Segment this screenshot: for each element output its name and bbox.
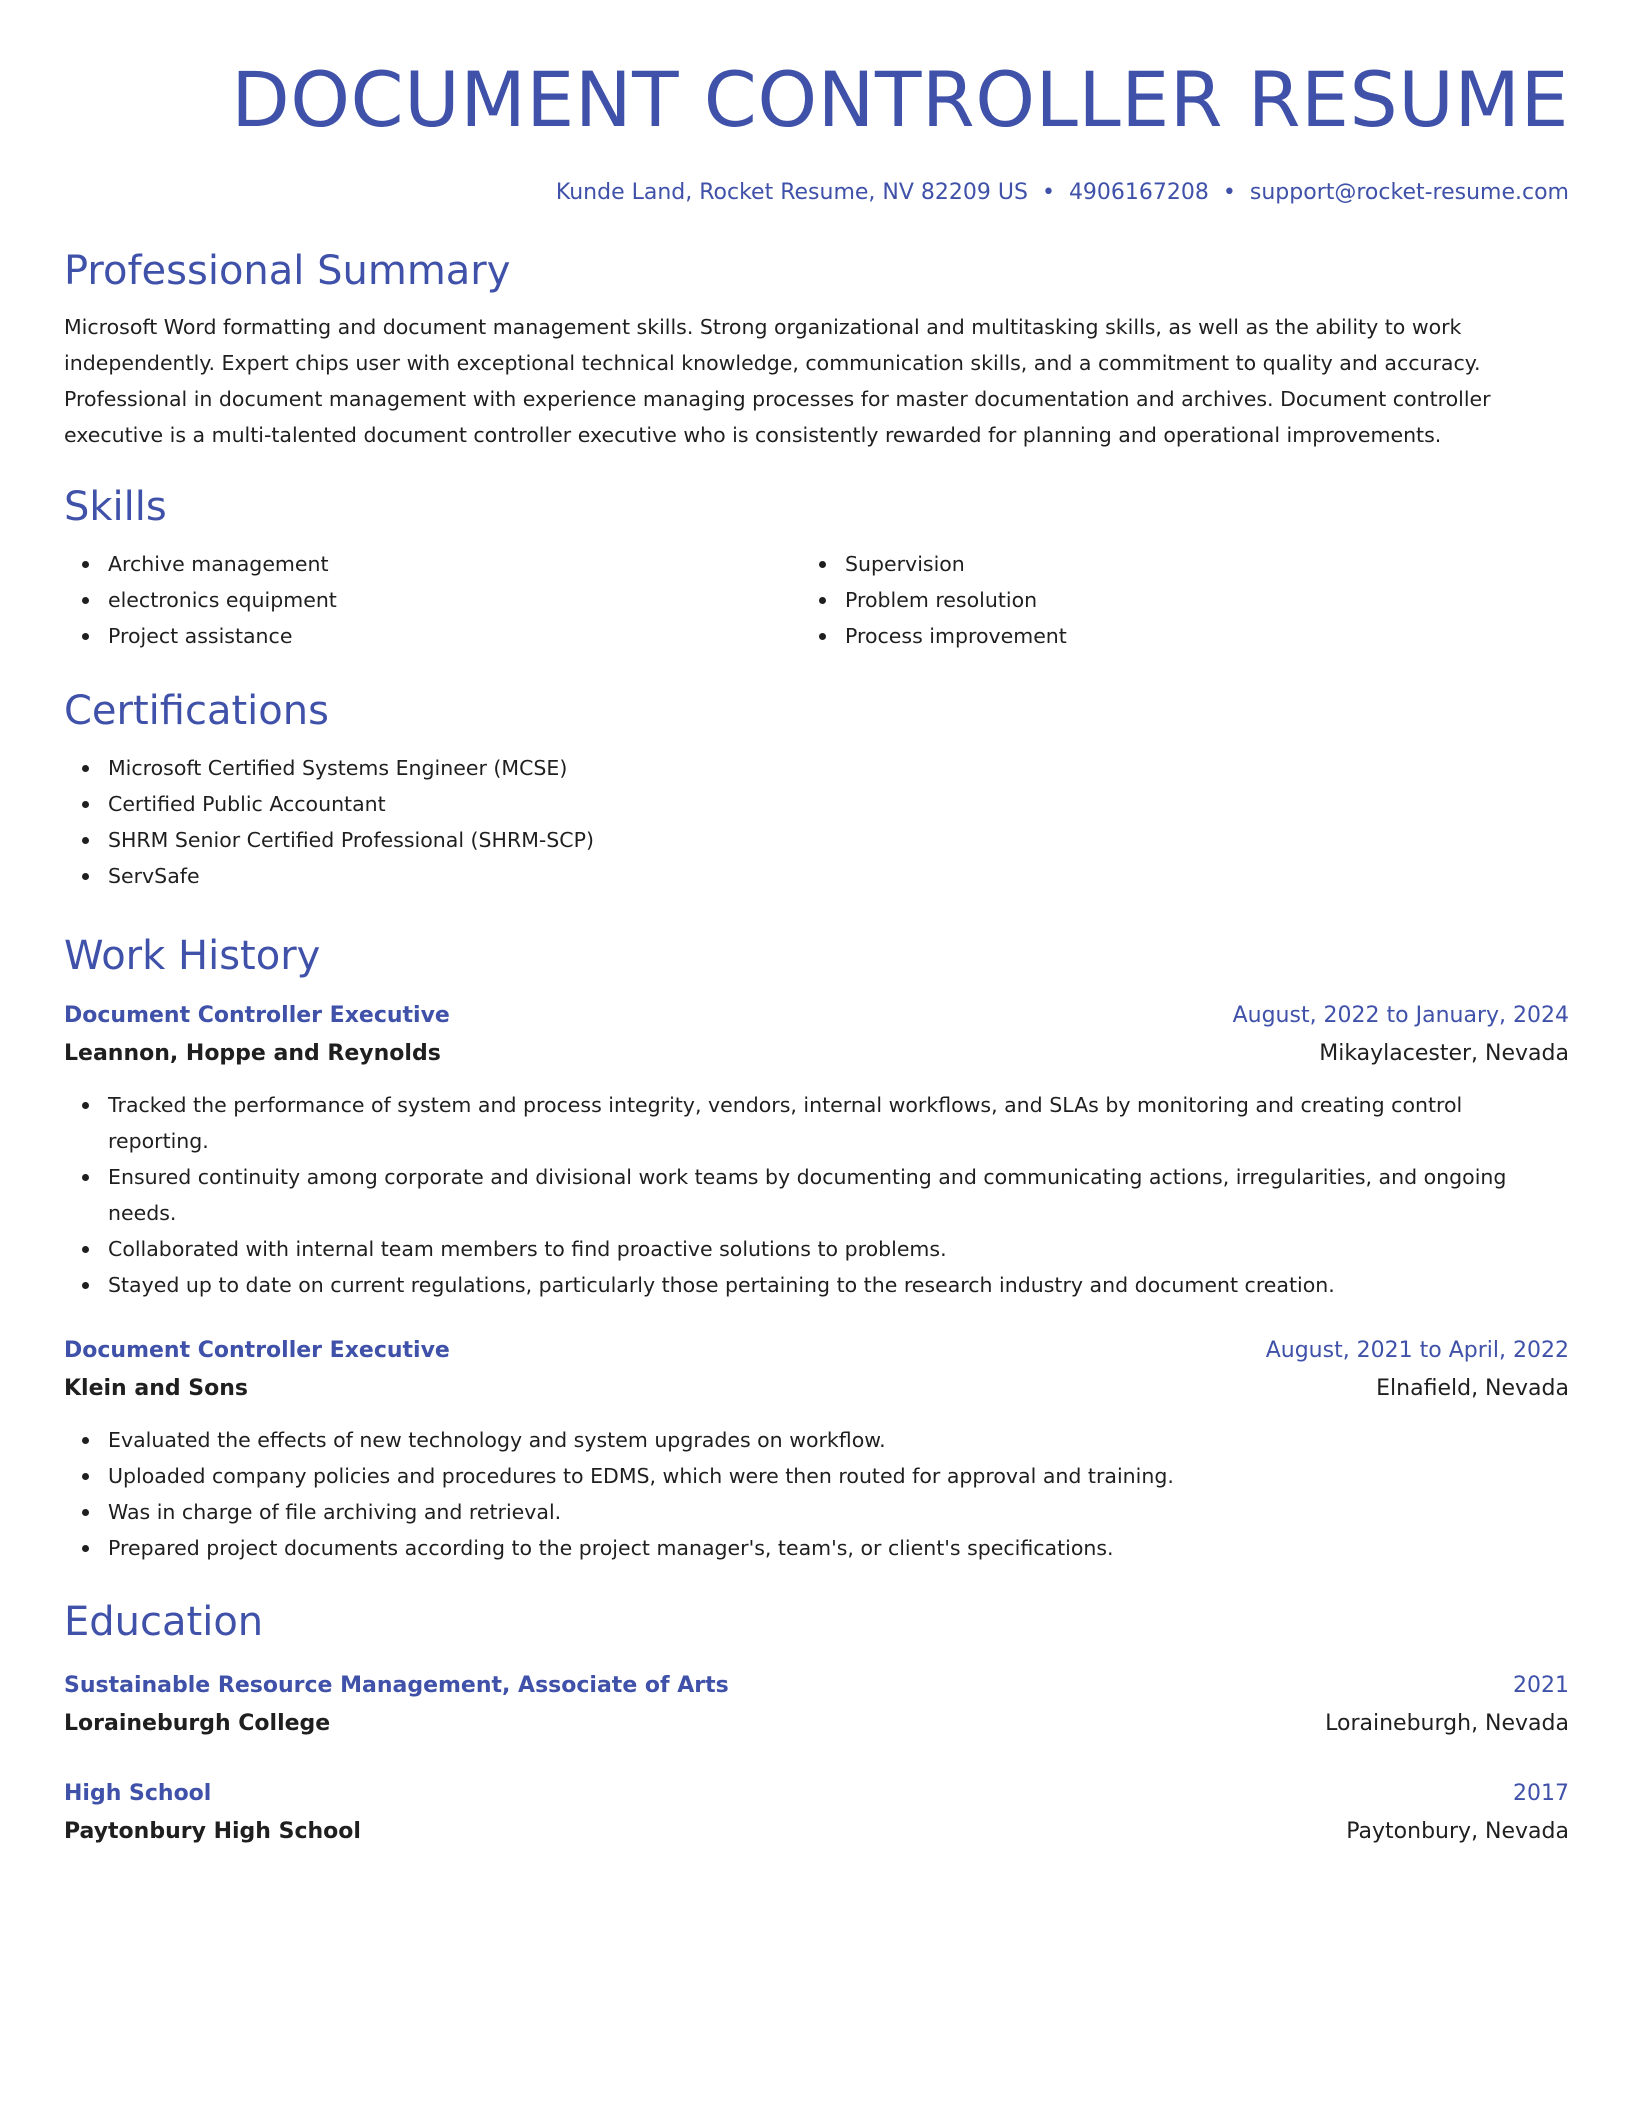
work-history-heading: Work History [64, 933, 321, 979]
contact-line [64, 178, 1569, 208]
skills-column-left [64, 546, 801, 654]
education-entry [64, 1668, 1569, 1744]
job-dates: August, 2021 to April, 2022 [1265, 1338, 1569, 1363]
contact-address: Kunde Land, Rocket Resume, NV 82209 US [555, 180, 1028, 205]
certification-item: Certified Public Accountant [108, 786, 1569, 822]
skills-heading: Skills [64, 484, 167, 530]
job-title: Document Controller Executive [64, 1338, 450, 1363]
summary-text: Microsoft Word formatting and document management skills. Strong organizational and multitasking skills, as well as the ability to work independently. Expert chips user with exceptional technical knowledge, communication skills, and a commitment to quality and accuracy. Professional in document management with experience managing processes for master documentation and archives. Document controller executive is a multi-talented document controller executive who is consistently rewarded for planning and operational improvements. [64, 315, 1491, 447]
job-location: Elnafield, Nevada [1376, 1376, 1569, 1401]
certifications-list [64, 750, 1569, 894]
education-degree: Sustainable Resource Management, Associate of Arts [64, 1673, 729, 1698]
job-duty-item: Collaborated with internal team members to find proactive solutions to problems. [108, 1231, 1569, 1267]
job-duty-item: Prepared project documents according to the project manager's, team's, or client's specifications. [108, 1530, 1569, 1566]
certification-item: ServSafe [108, 858, 1569, 894]
job-entry [64, 1333, 1569, 1566]
page-title: DOCUMENT CONTROLLER RESUME [231, 55, 1569, 144]
job-company: Leannon, Hoppe and Reynolds [64, 1041, 441, 1066]
job-title: Document Controller Executive [64, 1003, 450, 1028]
summary-heading: Professional Summary [64, 248, 511, 294]
job-duty-item: Ensured continuity among corporate and divisional work teams by documenting and communicating actions, irregularities, and ongoing needs. [108, 1159, 1569, 1231]
job-duties [64, 1422, 1569, 1566]
contact-separator: • [1222, 180, 1236, 205]
certifications-heading: Certifications [64, 688, 329, 734]
job-location: Mikaylacester, Nevada [1319, 1041, 1569, 1066]
skill-item: Project assistance [108, 618, 801, 654]
education-location: Paytonbury, Nevada [1346, 1819, 1569, 1844]
skill-item: Process improvement [845, 618, 1538, 654]
job-duties [64, 1087, 1569, 1303]
job-duty-item: Evaluated the effects of new technology and system upgrades on workflow. [108, 1422, 1569, 1458]
skill-item: Archive management [108, 546, 801, 582]
education-degree: High School [64, 1781, 212, 1806]
certification-item: SHRM Senior Certified Professional (SHRM-SCP) [108, 822, 1569, 858]
job-duty-item: Stayed up to date on current regulations, particularly those pertaining to the research industry and document creation. [108, 1267, 1569, 1303]
education-year: 2021 [1513, 1673, 1569, 1698]
education-school: Loraineburgh College [64, 1711, 331, 1736]
contact-email: support@rocket-resume.com [1249, 180, 1569, 205]
job-duty-item: Uploaded company policies and procedures to EDMS, which were then routed for approval and training. [108, 1458, 1569, 1494]
contact-separator: • [1041, 180, 1055, 205]
job-duty-item: Was in charge of file archiving and retrieval. [108, 1494, 1569, 1530]
education-entry [64, 1776, 1569, 1852]
skill-item: electronics equipment [108, 582, 801, 618]
skills-column-right [801, 546, 1538, 654]
education-heading: Education [64, 1599, 264, 1645]
contact-phone: 4906167208 [1068, 180, 1209, 205]
education-school: Paytonbury High School [64, 1819, 361, 1844]
job-duty-item: Tracked the performance of system and process integrity, vendors, internal workflows, and SLAs by monitoring and creating control reporting. [108, 1087, 1569, 1159]
skill-item: Problem resolution [845, 582, 1538, 618]
education-location: Loraineburgh, Nevada [1325, 1711, 1569, 1736]
skills-grid [64, 546, 1569, 654]
certification-item: Microsoft Certified Systems Engineer (MCSE) [108, 750, 1569, 786]
job-company: Klein and Sons [64, 1376, 249, 1401]
education-year: 2017 [1513, 1781, 1569, 1806]
job-dates: August, 2022 to January, 2024 [1232, 1003, 1569, 1028]
job-entry [64, 998, 1569, 1303]
skill-item: Supervision [845, 546, 1538, 582]
